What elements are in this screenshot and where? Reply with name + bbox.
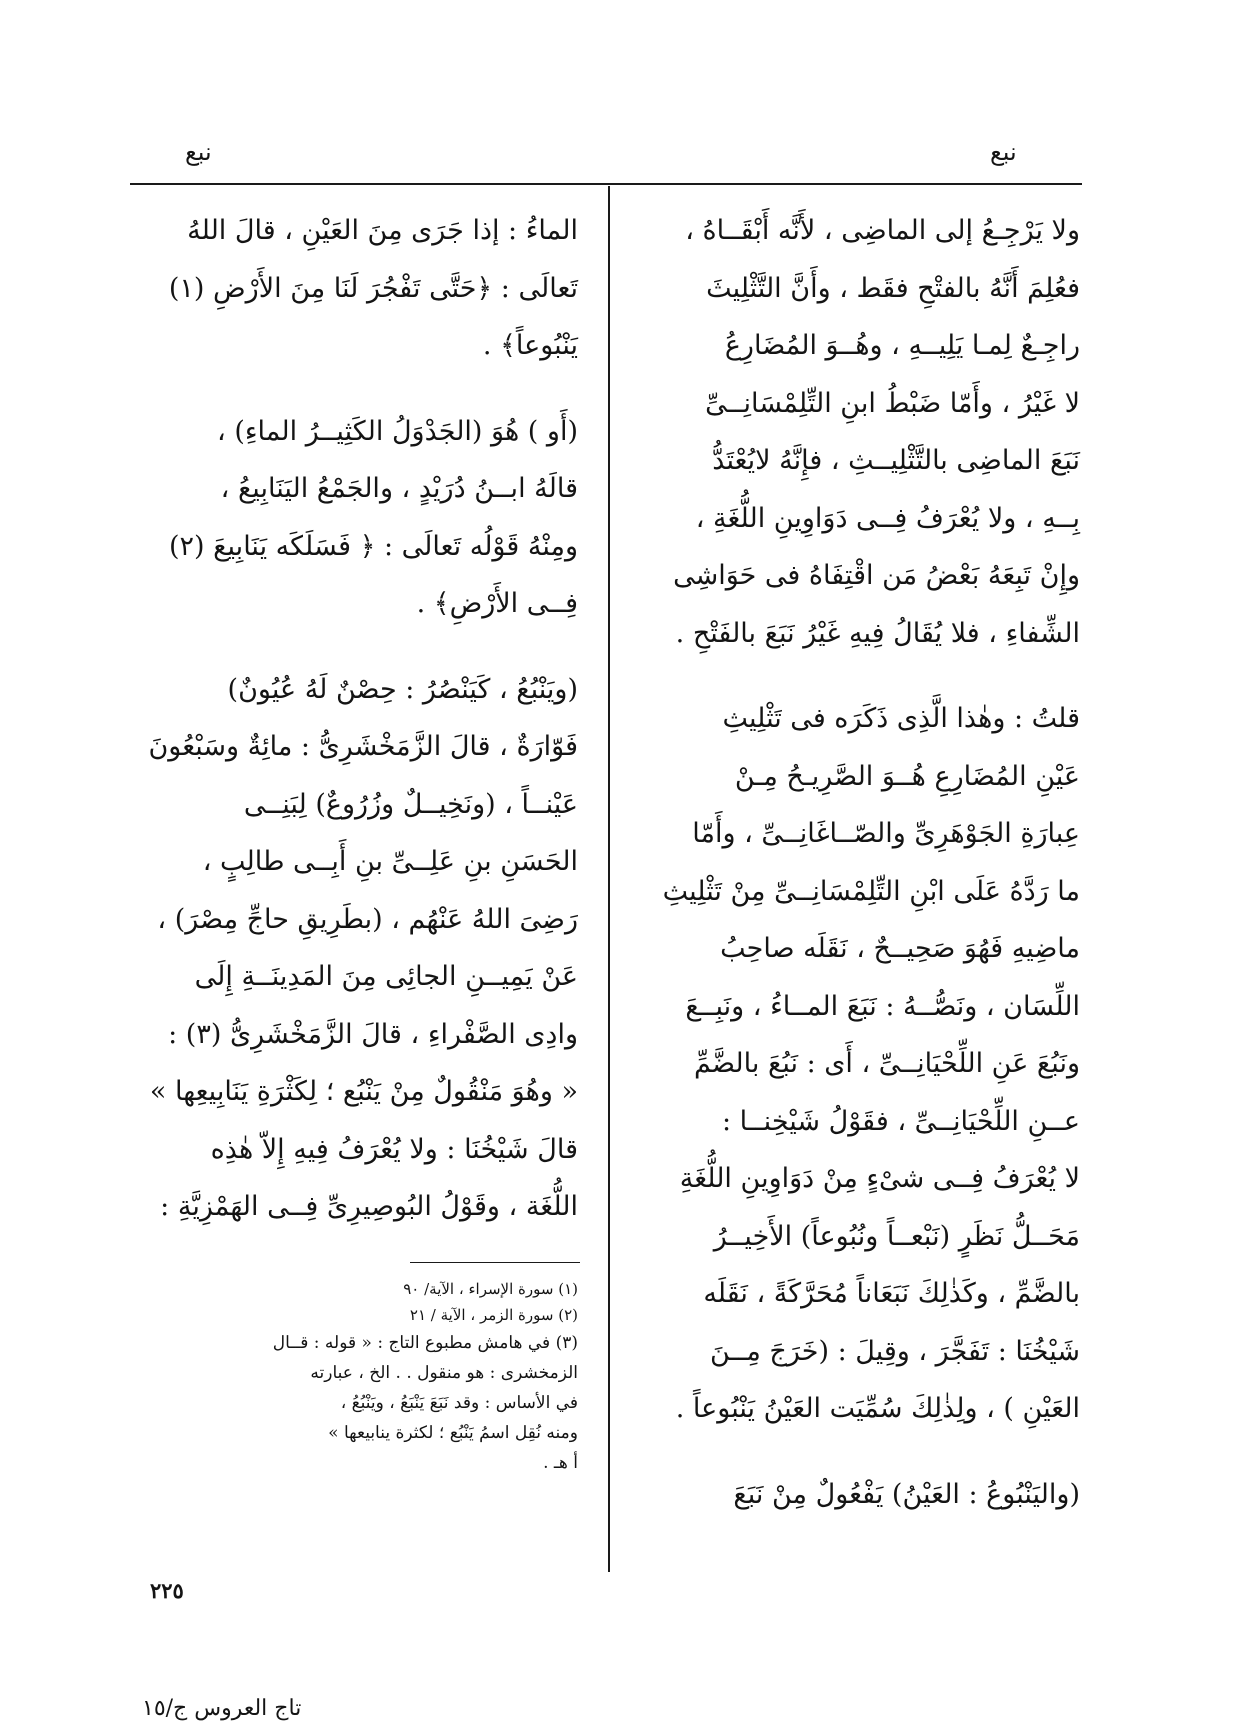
footnote-3: (٣) في هامش مطبوع التاج : « قوله : قــال	[272, 1333, 578, 1353]
text-line: لا يُعْرَفُ فِــى شىْءٍ مِنْ دَوَاوِينِ اللُّغَةِ	[679, 1163, 1080, 1194]
text-line: راجِـعٌ لِمـا يَلِيــهِ ، وهُــوَ المُضَارِعُ	[724, 330, 1080, 361]
text-line: وادِى الصَّفْراءِ ، قالَ الزَّمَخْشَرِىُّ (٣) :	[168, 1018, 578, 1050]
text-line: اللُّغَة ، وقَوْلُ البُوصِيرِىِّ فِــى الهَمْزِيَّةِ :	[160, 1191, 578, 1222]
text-line: (أَو ) هُوَ (الجَدْوَلُ الكَثِيــرُ الماءِ) ،	[217, 415, 578, 447]
text-line: ونَبُعَ عَنِ اللِّحْيَانِــىِّ ، أَى : نَبُعَ بالضَّمِّ	[694, 1048, 1080, 1079]
text-line: يَنْبُوعاً﴾ .	[482, 330, 578, 361]
text-line: شَيْخُنَا : تَفَجَّرَ ، وقِيلَ : (خَرَجَ مِــنَ	[710, 1335, 1080, 1367]
running-head-left: نبع	[185, 138, 212, 166]
text-line: « وهُوَ مَنْقُولٌ مِنْ يَنْبُع ؛ لِكَثْرَةِ يَنَابِيعِها »	[149, 1076, 578, 1107]
text-line: لا غَيْرُ ، وأَمّا ضَبْطُ ابنِ التِّلِمْسَانِــىِّ	[705, 387, 1080, 419]
text-line: قالَهُ ابــنُ دُرَيْدٍ ، والجَمْعُ اليَنَابِيعُ ،	[220, 473, 578, 504]
text-line: ما رَدَّهُ عَلَى ابْنِ التِّلِمْسَانِــىِّ مِنْ تَثْلِيثِ	[662, 875, 1080, 907]
text-line: فَوّارَةٌ ، قالَ الزَّمَخْشَرِىُّ : مائِةٌ وسَبْعُونَ	[148, 731, 578, 762]
footnote-2: (٢) سورة الزمر ، الآية / ٢١	[409, 1306, 578, 1324]
text-line: عَنْ يَمِيــنِ الجائِى مِنَ المَدِينَــةِ إِلَى	[194, 961, 578, 992]
running-head-right: نبع	[990, 138, 1017, 166]
right-text-column	[638, 202, 1080, 1523]
text-line: اللِّسَان ، ونَصُّــهُ : نَبَعَ المــاءُ ، ونَبِــعَ	[685, 990, 1080, 1022]
footnote-1: (١) سورة الإسراء ، الآية/ ٩٠	[403, 1280, 578, 1298]
text-line: فعُلِمَ أَنَّهُ بالفتْحِ فقَط ، وأَنَّ التَّثْلِيثَ	[706, 272, 1080, 304]
text-line: (واليَنْبُوعُ : العَيْنُ) يَفْعُولٌ مِنْ نَبَعَ	[733, 1478, 1080, 1510]
text-line: عــنِ اللِّحْيَانِــىِّ ، فقَوْلُ شَيْخِنــا :	[721, 1105, 1080, 1137]
footnote-rule	[410, 1262, 580, 1263]
text-line: رَضِىَ اللهُ عَنْهُم ، (بطَرِيقِ حاجِّ مِصْرَ) ،	[157, 903, 578, 935]
text-line: نَبَعَ الماضِى بالتَّثْلِيــثِ ، فإِنَّهُ لايُعْتَدُّ	[712, 445, 1080, 476]
footnotes	[138, 1276, 578, 1478]
left-text-column	[138, 202, 578, 1236]
text-line: مَحَــلُّ نَظَرٍ (نَبْعــاً ونُبُوعاً) الأَخِيــرُ	[713, 1220, 1080, 1252]
footnote-3-line: في الأساس : وقد نَبَعَ يَنْبَعُ ، ويَنْبُعُ ،	[340, 1393, 578, 1413]
text-line: الشِّفاءِ ، فلا يُقَالُ فِيهِ غَيْرُ نَبَعَ بالفَتْحِ .	[675, 617, 1080, 649]
text-line: بالضَّمِّ ، وكَذٰلِكَ نَبَعَاناً مُحَرَّكَةً ، نَقَلَه	[703, 1278, 1080, 1309]
text-line: ماضِيهِ فَهُوَ صَحِيــحٌ ، نَقَلَه صاحِبُ	[720, 933, 1080, 964]
text-line: ومِنْهُ قَوْلُه تَعالَى : ﴿ فَسَلَكَه يَنَابِيعَ (٢)	[168, 530, 578, 562]
text-line: عَيْنِ المُضَارِعِ هُــوَ الصَّرِيـحُ مِـنْ	[734, 760, 1080, 792]
text-line: وإِنْ تَبِعَهُ بَعْضُ مَن اقْتِفَاهُ فى حَوَاشِى	[673, 560, 1080, 591]
column-divider	[608, 186, 610, 1572]
footnote-3-line: الزمخشرى : هو منقول . . الخ ، عبارته	[310, 1363, 578, 1383]
text-line: عِبارَةِ الجَوْهَرِىِّ والصّــاغَانِــىِّ ، وأَمّا	[692, 818, 1080, 849]
footnote-3-line: أ هـ .	[543, 1453, 578, 1473]
text-line: تَعالَى : ﴿حَتَّى تَفْجُرَ لَنَا مِنَ الأَرْضِ (١)	[168, 272, 578, 304]
footnote-3-line: ومنه نُقِل اسمُ يَنْبُع ؛ لكثرة ينابيعها »	[328, 1423, 578, 1443]
text-line: قلتُ : وهٰذا الَّذِى ذَكَرَه فى تَثْلِيثِ	[722, 703, 1080, 734]
text-line: قالَ شَيْخُنَا : ولا يُعْرَفُ فِيهِ إِلاّ هٰذِه	[210, 1133, 578, 1165]
text-line: بِــهِ ، ولا يُعْرَفُ فِــى دَوَاوِينِ اللُّغَةِ ،	[695, 502, 1080, 534]
text-line: (ويَنْبُعُ ، كَيَنْصُرُ : حِصْنٌ لَهُ عُيُونٌ)	[227, 673, 578, 705]
page-number: ٢٢٥	[150, 1578, 184, 1603]
text-line: عَيْنــاً ، (ونَخِيــلٌ وزُرُوعٌ) لِبَنِــى	[243, 788, 578, 820]
header-rule	[130, 183, 1082, 185]
text-line: فِــى الأَرْضِ﴾ .	[416, 588, 578, 619]
text-line: العَيْنِ ) ، ولِذٰلِكَ سُمِّيَت العَيْنُ يَنْبُوعاً .	[675, 1393, 1080, 1424]
text-line: ولا يَرْجِـعُ إلى الماضِى ، لأَنَّه أَبْقَــاهُ ،	[685, 215, 1080, 246]
text-line: الماءُ : إذا جَرَى مِنَ العَيْنِ ، قالَ اللهُ	[187, 215, 578, 246]
running-footer: تاج العروس ج/١٥	[142, 1696, 302, 1721]
text-line: الحَسَنِ بنِ عَلِــىِّ بنِ أَبِــى طالِبٍ ،	[202, 846, 578, 877]
